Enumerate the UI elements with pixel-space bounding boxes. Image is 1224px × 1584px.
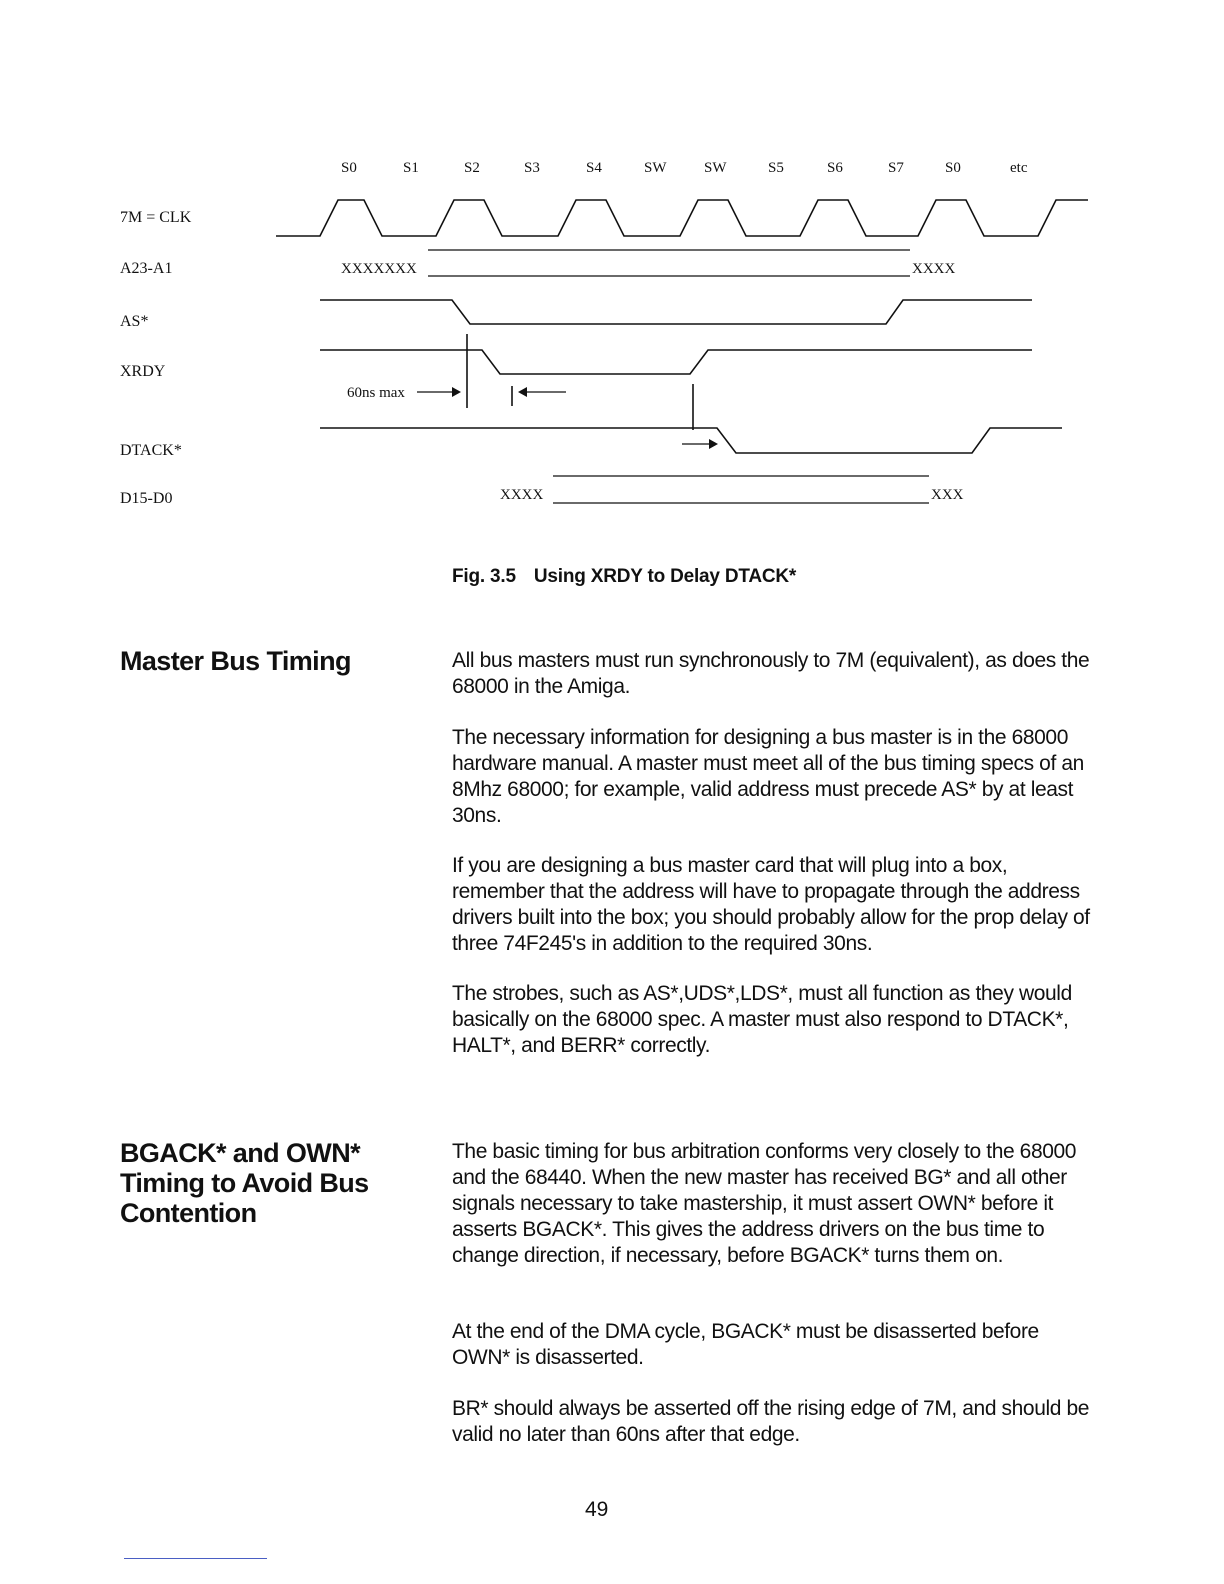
address-invalid-after: XXXX — [912, 261, 956, 277]
signal-label-clk: 7M = CLK — [120, 209, 192, 226]
data-invalid-before: XXXX — [500, 487, 544, 503]
delay-label: 60ns max — [347, 385, 405, 401]
page-number: 49 — [585, 1498, 609, 1521]
state-label: S5 — [768, 160, 784, 176]
state-label: S6 — [827, 160, 843, 176]
state-label: S3 — [524, 160, 540, 176]
state-label: etc — [1010, 160, 1028, 176]
paragraph: The necessary information for designing a bus master is in the 68000 hardware manual. A master must meet all of the bus timing specs of an 8Mhz 68000; for example, valid address must precede AS* by at least 30ns. — [452, 726, 1084, 827]
paragraph: At the end of the DMA cycle, BGACK* must be disasserted before OWN* is disasserted. — [452, 1320, 1039, 1369]
paragraph: BR* should always be asserted off the rising edge of 7M, and should be valid no later than 60ns after that edge. — [452, 1397, 1090, 1446]
signal-label-as: AS* — [120, 313, 149, 330]
xrdy-waveform — [320, 350, 1032, 374]
figure-caption — [452, 566, 796, 588]
arrowhead-icon — [709, 439, 718, 449]
timing-diagram — [0, 0, 1224, 540]
signal-label-dtack: DTACK* — [120, 442, 182, 459]
clock-waveform — [276, 200, 1088, 236]
address-invalid-before: XXXXXXX — [341, 261, 417, 277]
state-label: SW — [644, 160, 667, 176]
state-label: S4 — [586, 160, 602, 176]
state-label: S0 — [945, 160, 961, 176]
paragraph: If you are designing a bus master card that will plug into a box, remember that the address will have to propagate through the address drivers built into the box; you should probably allow for the prop delay of three 74F245's in addition to the required 30ns. — [452, 854, 1090, 955]
paragraph: All bus masters must run synchronously to 7M (equivalent), as does the 68000 in the Amiga. — [452, 649, 1090, 698]
state-label: S7 — [888, 160, 904, 176]
arrowhead-icon — [518, 387, 527, 397]
signal-label-data: D15-D0 — [120, 490, 173, 507]
section-heading-bgack-own-timing: BGACK* and OWN* Timing to Avoid Bus Contention — [120, 1138, 369, 1228]
figure-number: Fig. 3.5 — [452, 566, 516, 587]
signal-label-xrdy: XRDY — [120, 363, 166, 380]
as-waveform — [320, 300, 1032, 324]
footer-rule — [124, 1558, 267, 1559]
paragraph: The strobes, such as AS*,UDS*,LDS*, must all function as they would basically on the 68000 spec. A master must also respond to DTACK*, HALT*, and BERR* correctly. — [452, 982, 1072, 1057]
arrowhead-icon — [452, 387, 461, 397]
state-label: S0 — [341, 160, 357, 176]
state-label: SW — [704, 160, 727, 176]
state-label: S1 — [403, 160, 419, 176]
data-invalid-after: XXX — [931, 487, 964, 503]
signal-label-address: A23-A1 — [120, 260, 173, 277]
figure-title: Using XRDY to Delay DTACK* — [533, 566, 797, 587]
state-label: S2 — [464, 160, 480, 176]
paragraph: The basic timing for bus arbitration conforms very closely to the 68000 and the 68440. When the new master has received BG* and all other signals necessary to take mastership, it must assert OWN* before it asserts BGACK*. This gives the address drivers on the bus time to change direction, if necessary, before BGACK* turns them on. — [452, 1140, 1077, 1267]
dtack-waveform — [320, 428, 1062, 453]
section-heading-master-bus-timing: Master Bus Timing — [120, 646, 351, 676]
